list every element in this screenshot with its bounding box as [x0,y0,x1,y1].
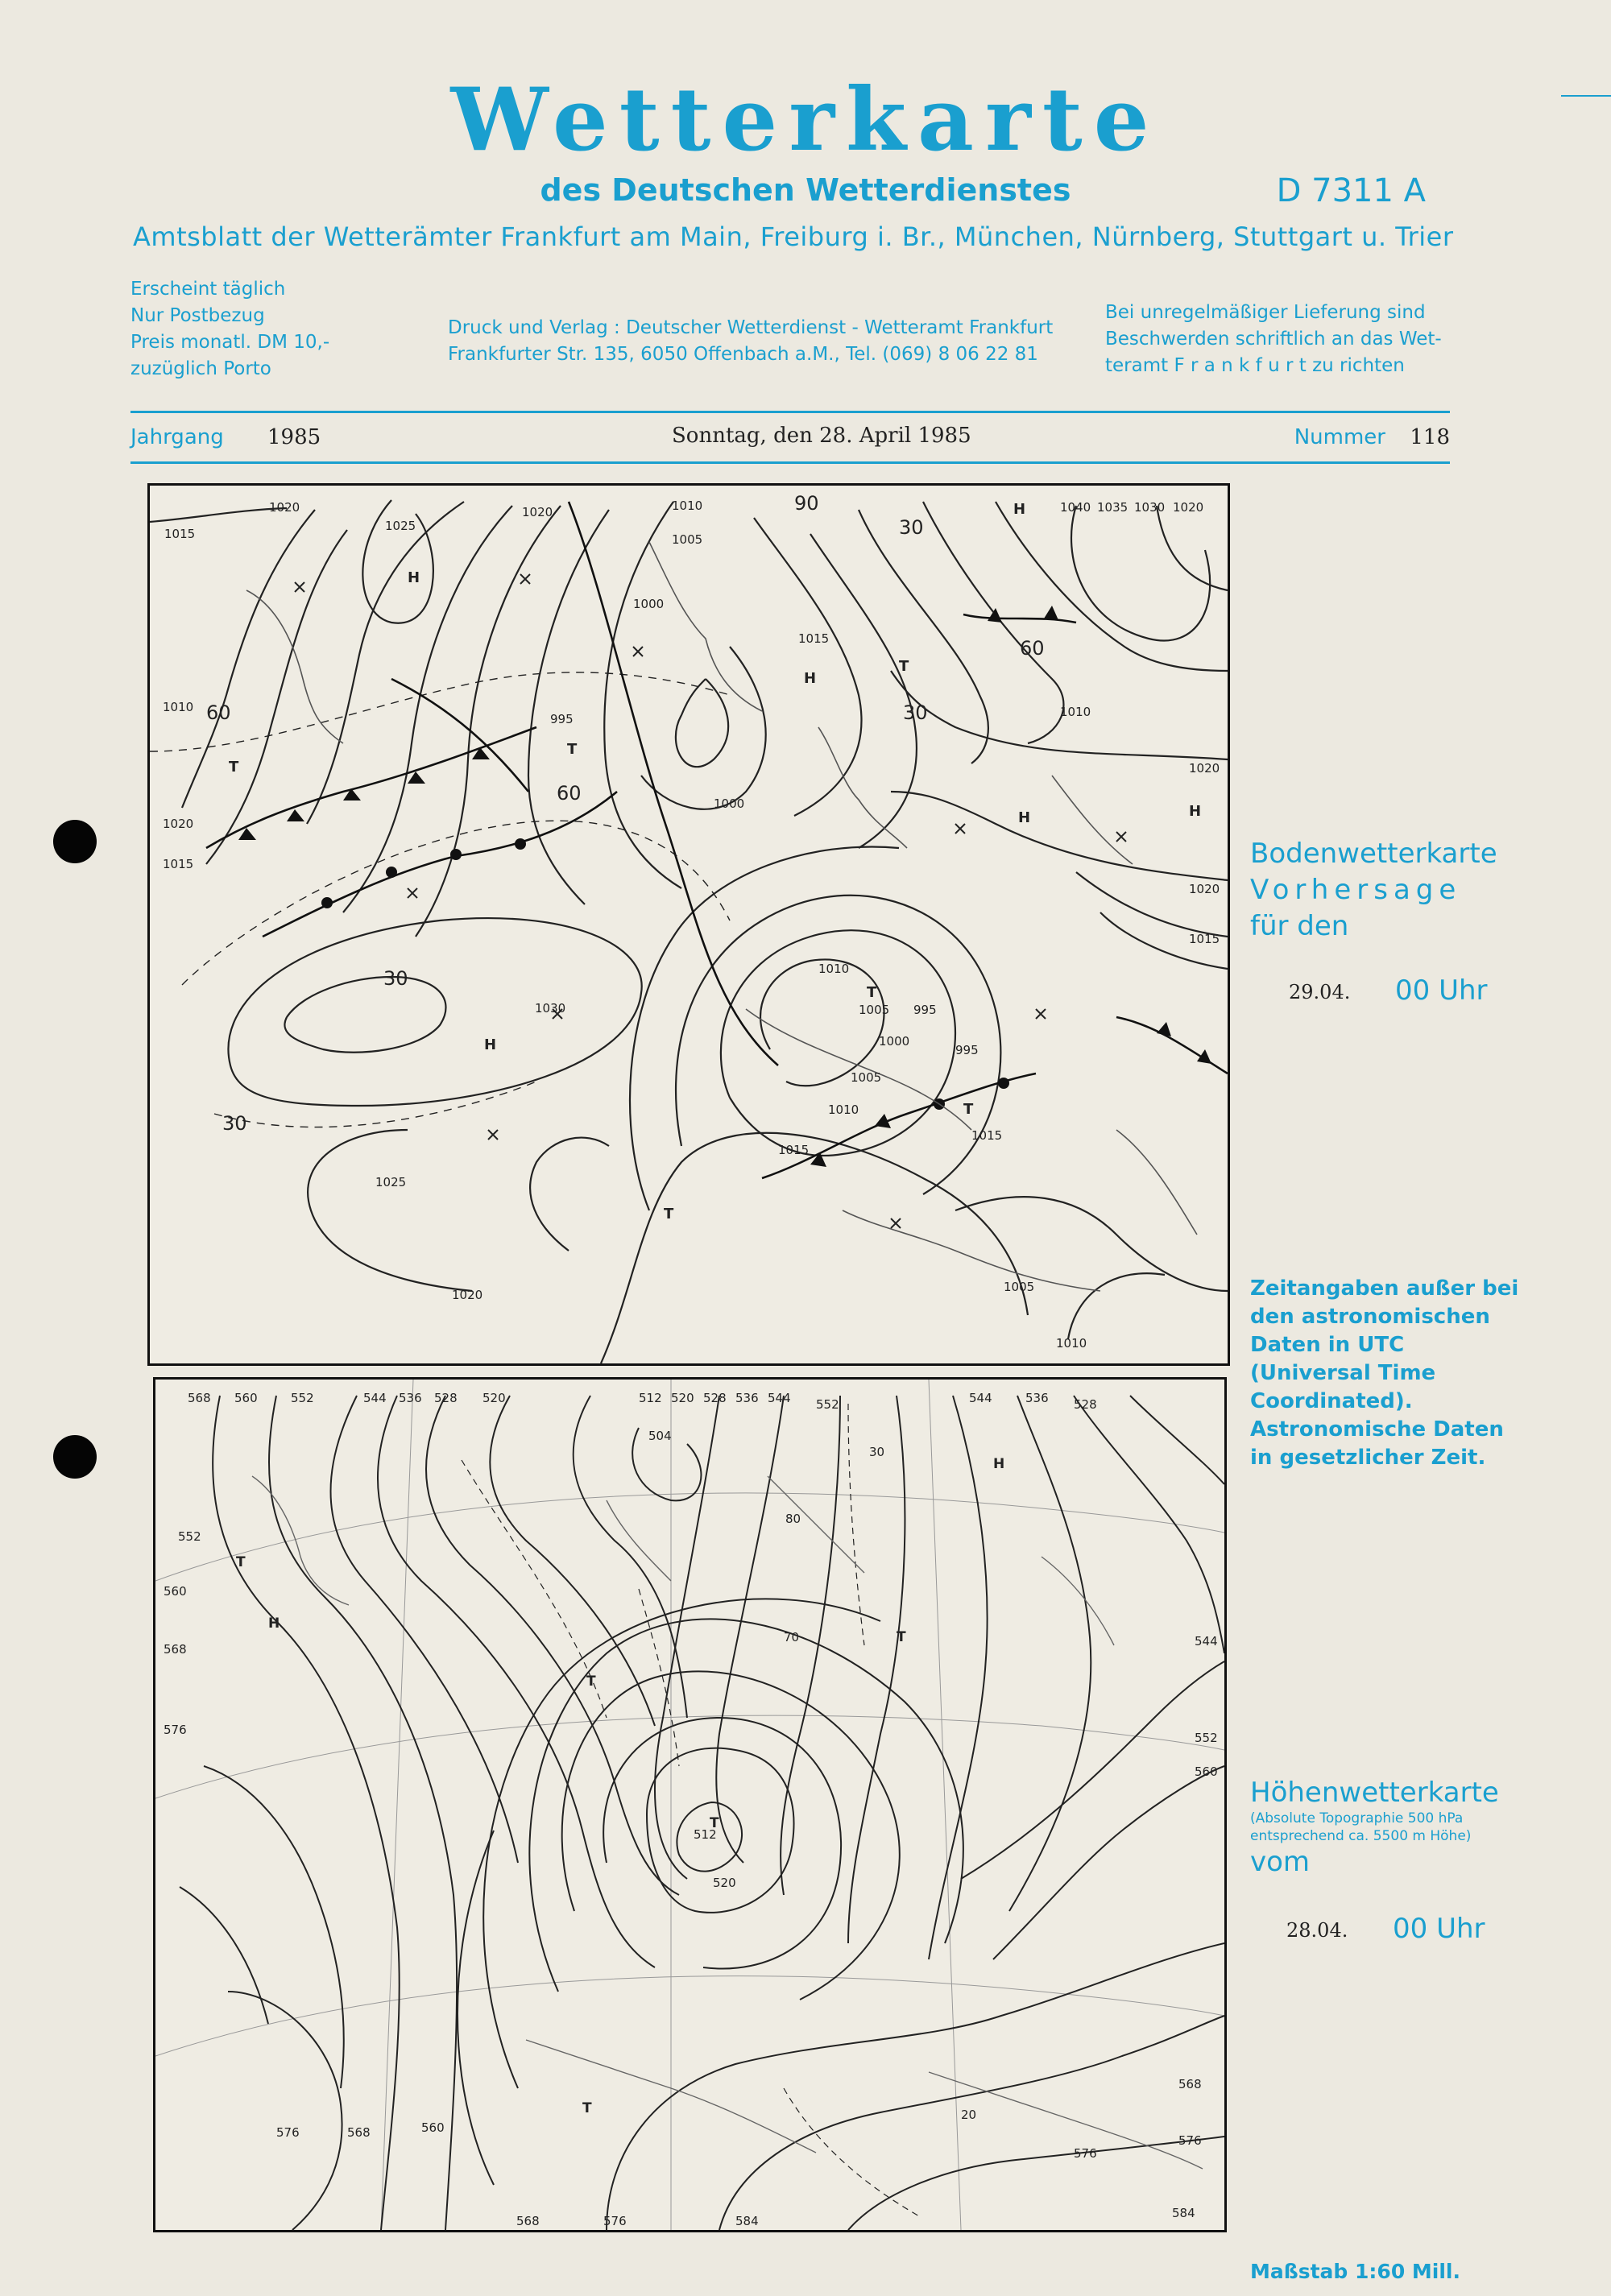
isobar-label: 1020 [1173,500,1204,515]
thickness-label: 30 [222,1112,247,1135]
isobar-label: 1000 [633,597,665,611]
divider-rule [130,411,1450,413]
thickness-label: 60 [206,701,231,724]
low-center: T [710,1815,719,1831]
note-line: Coordinated). [1250,1389,1413,1413]
contour-label: 576 [1074,2146,1097,2161]
note-line: (Universal Time [1250,1361,1436,1385]
contour-label: 560 [234,1391,258,1405]
contour-label: 552 [816,1397,839,1412]
isotherm-label: 30 [869,1445,885,1459]
caption-line: Höhenwetterkarte [1250,1777,1499,1809]
contour-lines [180,1396,1224,2230]
isobar-label: 1005 [1004,1280,1035,1294]
isobar-label: 1010 [828,1102,859,1117]
low-pressure-center: T [229,759,239,776]
printer-info [448,315,1053,368]
thickness-label: 60 [1020,637,1045,660]
isotherm-label: 70 [784,1630,800,1644]
isobar-label: 1035 [1097,500,1129,515]
jahrgang-label: Jahrgang [130,425,224,449]
isobar-label: 1020 [452,1288,483,1302]
front-lines [206,502,1228,1178]
high-pressure-center: H [1013,501,1026,518]
thickness-lines [150,672,730,1127]
isobar-label: 1015 [164,527,196,541]
note-line: Daten in UTC [1250,1333,1405,1357]
contour-label: 544 [969,1391,992,1405]
contour-label: 584 [735,2214,759,2228]
contour-label: 584 [1172,2206,1195,2220]
high-center: H [268,1615,280,1632]
isobar-label: 1010 [1060,705,1091,719]
contour-label: 528 [703,1391,727,1405]
isobar-label: 1030 [1134,500,1166,515]
edition-code: D 7311 A [1276,172,1426,209]
high-pressure-center: H [1018,809,1031,826]
isobar-label: 1030 [535,1001,566,1016]
contour-label: 552 [291,1391,314,1405]
isobar-label: 1015 [1189,932,1220,946]
isobar-label: 995 [550,712,574,726]
contour-label: 520 [671,1391,694,1405]
isobar-label: 995 [913,1003,937,1017]
contour-label: 544 [363,1391,387,1405]
nummer-label: Nummer [1294,425,1385,449]
contour-label: 552 [178,1529,201,1544]
note-line: den astronomischen [1250,1305,1490,1329]
high-center: H [993,1456,1005,1472]
issue-row [130,422,1450,454]
contour-label: 504 [648,1429,672,1443]
utc-note [1250,1275,1518,1472]
punch-hole [53,820,97,863]
isobar-label: 1010 [163,700,194,714]
isobar-label: 1010 [818,962,850,976]
contour-label: 568 [516,2214,540,2228]
isobar-label: 1020 [163,817,194,831]
delivery-note [1105,300,1442,379]
isotherm-label: 20 [961,2108,977,2122]
high-pressure-center: H [408,569,420,586]
low-pressure-center: T [899,658,909,675]
printer-line: Frankfurter Str. 135, 6050 Offenbach a.M., Tel. (069) 8 06 22 81 [448,344,1038,365]
low-center: T [586,1673,596,1690]
contour-label: 560 [421,2120,445,2135]
issue-year: 1985 [267,425,321,449]
caption-detail: (Absolute Topographie 500 hPa [1250,1810,1464,1826]
contour-label: 544 [768,1391,791,1405]
isotherm-label: 80 [785,1512,801,1526]
contour-label: 576 [603,2214,627,2228]
contour-label: 512 [639,1391,662,1405]
note-line: Astronomische Daten [1250,1417,1504,1442]
graticule [155,1380,1224,2230]
publication-line: Erscheint täglich [130,279,286,300]
isobar-label: 1020 [269,500,300,515]
upper-air-map [153,1377,1227,2232]
contour-label: 576 [164,1723,187,1737]
contour-label: 552 [1195,1731,1218,1745]
caption-line: für den [1250,910,1349,942]
isobar-label: 1015 [163,857,194,871]
caption-detail: entsprechend ca. 5500 m Höhe) [1250,1828,1472,1844]
valid-hour: 00 Uhr [1393,1913,1485,1945]
contour-label: 576 [276,2125,300,2140]
printer-line: Druck und Verlag : Deutscher Wetterdienst - Wetteramt Frankfurt [448,317,1054,338]
divider-rule [130,461,1450,464]
isobar-label: 1020 [522,505,553,519]
scale-note: Maßstab 1:60 Mill. [1250,2260,1460,2283]
surface-weather-map [147,483,1230,1366]
thickness-label: 30 [899,516,924,539]
contour-label: 560 [164,1584,187,1599]
low-pressure-center: T [664,1206,674,1222]
contour-label: 568 [164,1642,187,1657]
isobar-lines [150,500,1228,1363]
isobar-label: 1025 [375,1175,407,1189]
isobar-label: 1015 [778,1143,810,1157]
thickness-label: 30 [903,701,928,724]
valid-hour: 00 Uhr [1395,974,1488,1007]
isobar-label: 1015 [798,631,830,646]
isobar-label: 1005 [672,532,703,547]
isobar-label: 1020 [1189,761,1220,776]
thickness-label: 90 [794,492,819,515]
high-pressure-center: H [484,1036,497,1053]
issue-number: 118 [1410,425,1450,449]
isobar-label: 1010 [672,499,703,513]
delivery-line: teramt F r a n k f u r t zu richten [1105,355,1405,376]
publication-info [130,276,329,383]
valid-date: 28.04. [1286,1919,1348,1942]
issue-date: Sonntag, den 28. April 1985 [672,424,971,448]
isobar-label: 1025 [385,519,416,533]
valid-date: 29.04. [1289,981,1351,1003]
high-pressure-center: H [804,670,817,687]
isobar-label: 1005 [851,1070,882,1085]
delivery-line: Bei unregelmäßiger Lieferung sind [1105,302,1426,323]
coastlines [252,1476,1203,2169]
isobar-label: 1005 [859,1003,890,1017]
low-pressure-center: T [867,984,877,1001]
delivery-line: Beschwerden schriftlich an das Wet- [1105,329,1442,350]
caption-line: vom [1250,1846,1311,1878]
surface-map-caption [1250,836,1497,945]
publication-line: zuzüglich Porto [130,358,271,379]
isobar-label: 1000 [879,1034,910,1049]
contour-label: 528 [434,1391,458,1405]
isobar-label: 1015 [971,1128,1003,1143]
masthead-subtitle: des Deutschen Wetterdienstes [540,172,1071,208]
isobar-label: 995 [955,1043,979,1057]
high-pressure-center: H [1189,803,1202,820]
isobar-label: 1020 [1189,882,1220,896]
isobar-label: 1000 [714,796,745,811]
note-line: Zeitangaben außer bei [1250,1276,1519,1301]
upper-map-caption [1250,1776,1499,1879]
contour-label: 528 [1074,1397,1097,1412]
contour-label: 568 [188,1391,211,1405]
publication-line: Preis monatl. DM 10,- [130,332,330,353]
low-pressure-center: T [963,1101,974,1118]
note-line: in gesetzlicher Zeit. [1250,1446,1486,1470]
caption-line: Bodenwetterkarte [1250,838,1497,870]
isobar-label: 1040 [1060,500,1091,515]
contour-label: 536 [1025,1391,1049,1405]
contour-label: 576 [1178,2133,1202,2148]
caption-line: Vorhersage [1250,874,1462,906]
isobar-label: 1010 [1056,1336,1087,1351]
punch-hole [53,1435,97,1479]
low-pressure-center: T [567,741,578,758]
contour-label: 512 [694,1827,717,1842]
masthead-title: Wetterkarte [450,69,1161,171]
low-center: T [582,2100,592,2116]
contour-label: 568 [1178,2077,1202,2091]
contour-label: 536 [735,1391,759,1405]
thickness-label: 60 [557,782,582,805]
low-center: T [236,1554,246,1570]
surface-map-drawing [150,486,1228,1363]
low-center: T [897,1629,906,1645]
contour-label: 544 [1195,1634,1218,1649]
contour-label: 536 [399,1391,422,1405]
official-gazette-line: Amtsblatt der Wetterämter Frankfurt am Main, Freiburg i. Br., München, Nürnberg, Stuttgart u. Trier [133,221,1454,252]
upper-map-drawing [155,1380,1224,2230]
contour-label: 568 [347,2125,371,2140]
contour-label: 520 [713,1876,736,1890]
thickness-label: 30 [383,967,408,990]
contour-label: 520 [482,1391,506,1405]
publication-line: Nur Postbezug [130,305,265,326]
contour-label: 560 [1195,1764,1218,1779]
